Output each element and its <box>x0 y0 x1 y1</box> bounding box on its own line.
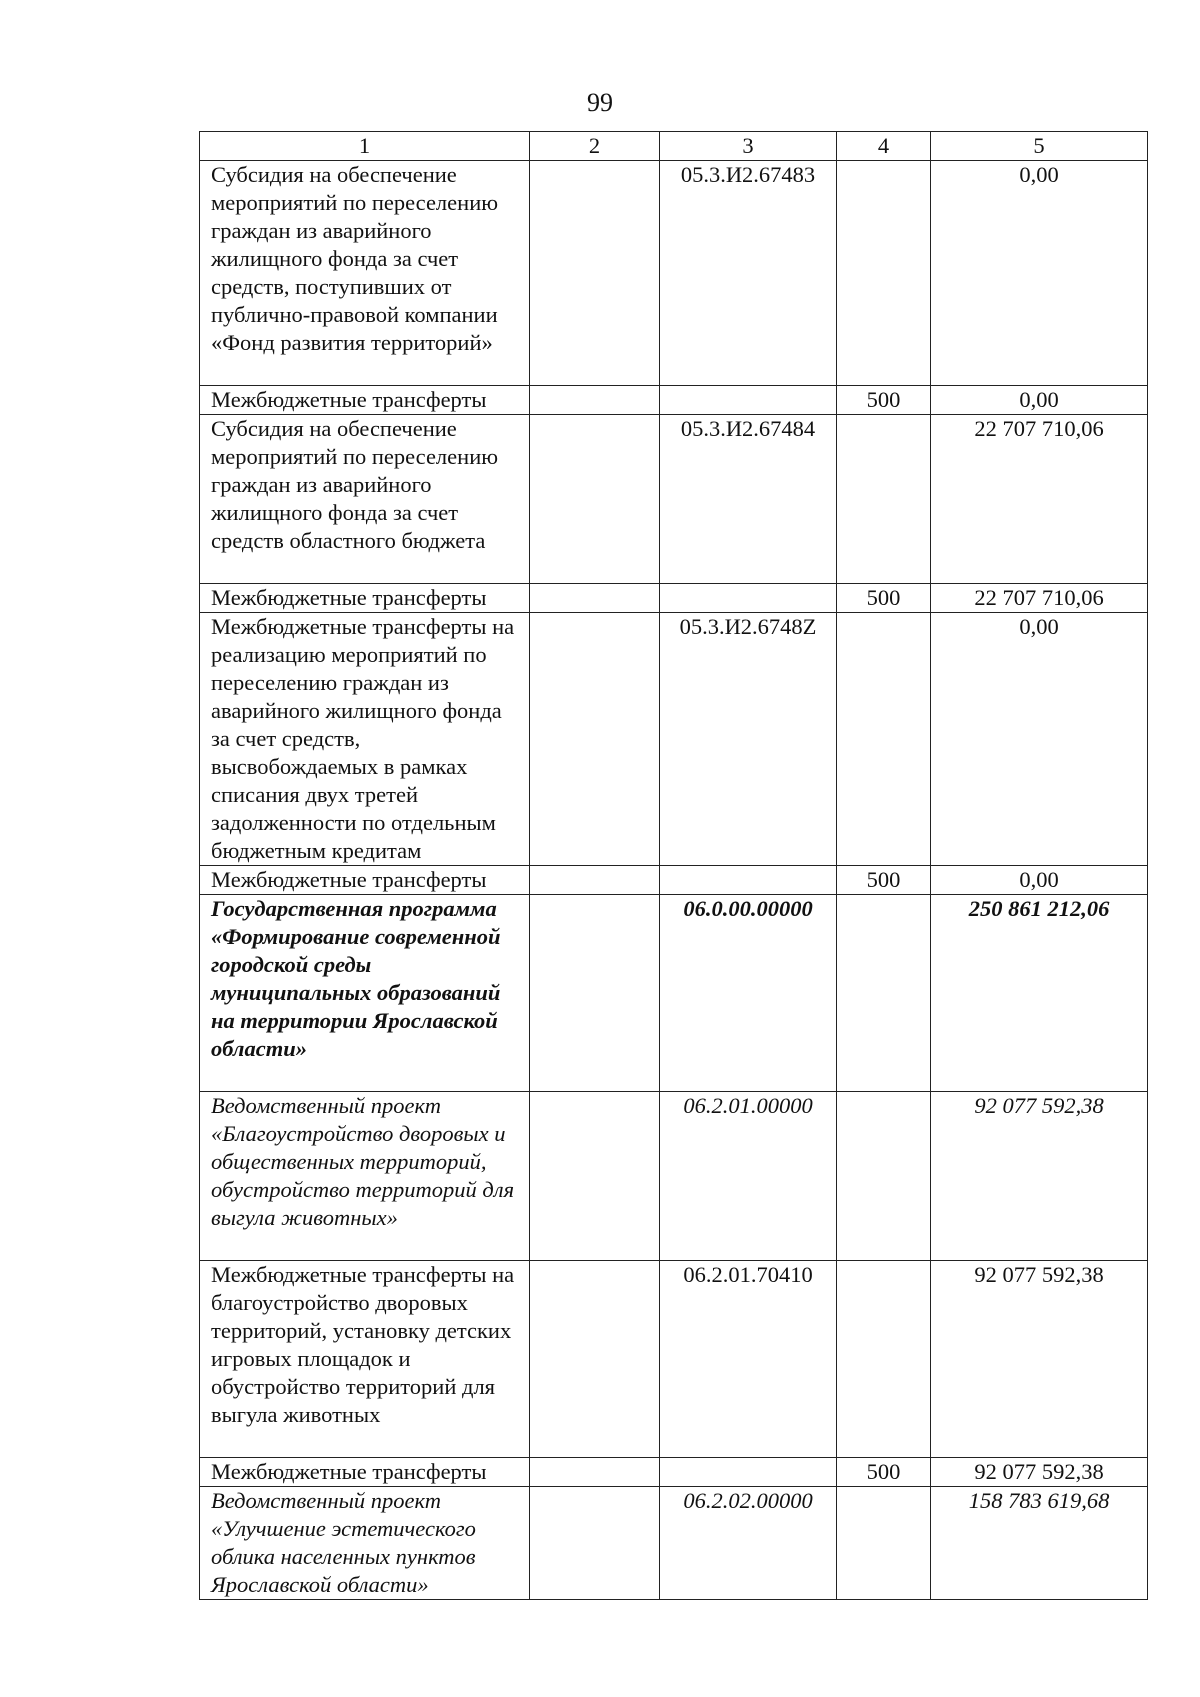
table-row <box>200 895 1148 1092</box>
row-type <box>837 161 931 386</box>
row-type: 500 <box>837 386 931 415</box>
row-name: Межбюджетные трансферты <box>200 584 530 613</box>
table-row <box>200 613 1148 866</box>
row-code: 06.2.01.70410 <box>660 1261 837 1458</box>
row-code <box>660 1458 837 1487</box>
table-header-row <box>200 132 1148 161</box>
row-type <box>837 1092 931 1261</box>
row-amount: 0,00 <box>931 386 1148 415</box>
row-amount: 0,00 <box>931 161 1148 386</box>
row-code <box>660 584 837 613</box>
row-col2 <box>530 613 660 866</box>
row-code: 06.2.02.00000 <box>660 1487 837 1600</box>
table-row <box>200 584 1148 613</box>
row-name: Межбюджетные трансферты <box>200 1458 530 1487</box>
row-type <box>837 1261 931 1458</box>
row-amount: 92 077 592,38 <box>931 1092 1148 1261</box>
row-name: Ведомственный проект «Улучшение эстетического облика населенных пунктов Ярославской области» <box>200 1487 530 1600</box>
row-code <box>660 866 837 895</box>
column-header: 1 <box>200 132 530 161</box>
table-row <box>200 386 1148 415</box>
row-type <box>837 613 931 866</box>
column-header: 3 <box>660 132 837 161</box>
row-type <box>837 1487 931 1600</box>
row-amount: 92 077 592,38 <box>931 1458 1148 1487</box>
row-amount: 0,00 <box>931 613 1148 866</box>
row-col2 <box>530 1458 660 1487</box>
table-row <box>200 1487 1148 1600</box>
row-col2 <box>530 1261 660 1458</box>
row-name: Межбюджетные трансферты <box>200 866 530 895</box>
row-code: 06.2.01.00000 <box>660 1092 837 1261</box>
row-col2 <box>530 386 660 415</box>
row-amount: 92 077 592,38 <box>931 1261 1148 1458</box>
column-header: 2 <box>530 132 660 161</box>
row-code <box>660 386 837 415</box>
row-name: Ведомственный проект «Благоустройство дворовых и общественных территорий, обустройство территорий для выгула животных» <box>200 1092 530 1261</box>
row-amount: 22 707 710,06 <box>931 584 1148 613</box>
row-amount: 22 707 710,06 <box>931 415 1148 584</box>
row-name: Межбюджетные трансферты <box>200 386 530 415</box>
table-row <box>200 415 1148 584</box>
row-code: 05.3.И2.67483 <box>660 161 837 386</box>
table-row <box>200 1261 1148 1458</box>
table-row <box>200 161 1148 386</box>
row-col2 <box>530 1487 660 1600</box>
row-amount: 250 861 212,06 <box>931 895 1148 1092</box>
row-type <box>837 415 931 584</box>
row-code: 06.0.00.00000 <box>660 895 837 1092</box>
row-col2 <box>530 895 660 1092</box>
row-col2 <box>530 584 660 613</box>
row-col2 <box>530 1092 660 1261</box>
row-name: Субсидия на обеспечение мероприятий по переселению граждан из аварийного жилищного фонда за счет средств, поступивших от публично-правовой компании «Фонд развития территорий» <box>200 161 530 386</box>
row-col2 <box>530 415 660 584</box>
row-name: Субсидия на обеспечение мероприятий по переселению граждан из аварийного жилищного фонда за счет средств областного бюджета <box>200 415 530 584</box>
row-code: 05.3.И2.6748Z <box>660 613 837 866</box>
row-col2 <box>530 161 660 386</box>
column-header: 4 <box>837 132 931 161</box>
row-name: Межбюджетные трансферты на благоустройство дворовых территорий, установку детских игровых площадок и обустройство территорий для выгула животных <box>200 1261 530 1458</box>
row-type: 500 <box>837 866 931 895</box>
row-type: 500 <box>837 1458 931 1487</box>
row-type <box>837 895 931 1092</box>
table-row <box>200 1092 1148 1261</box>
row-name: Межбюджетные трансферты на реализацию мероприятий по переселению граждан из аварийного жилищного фонда за счет средств, высвобождаемых в рамках списания двух третей задолженности по отдельным бюджетным кредитам <box>200 613 530 866</box>
budget-table <box>199 131 1148 1600</box>
row-col2 <box>530 866 660 895</box>
column-header: 5 <box>931 132 1148 161</box>
row-amount: 158 783 619,68 <box>931 1487 1148 1600</box>
row-code: 05.3.И2.67484 <box>660 415 837 584</box>
table-row <box>200 1458 1148 1487</box>
table-row <box>200 866 1148 895</box>
page-number: 99 <box>587 88 613 117</box>
row-name: Государственная программа «Формирование современной городской среды муниципальных образований на территории Ярославской области» <box>200 895 530 1092</box>
row-amount: 0,00 <box>931 866 1148 895</box>
row-type: 500 <box>837 584 931 613</box>
